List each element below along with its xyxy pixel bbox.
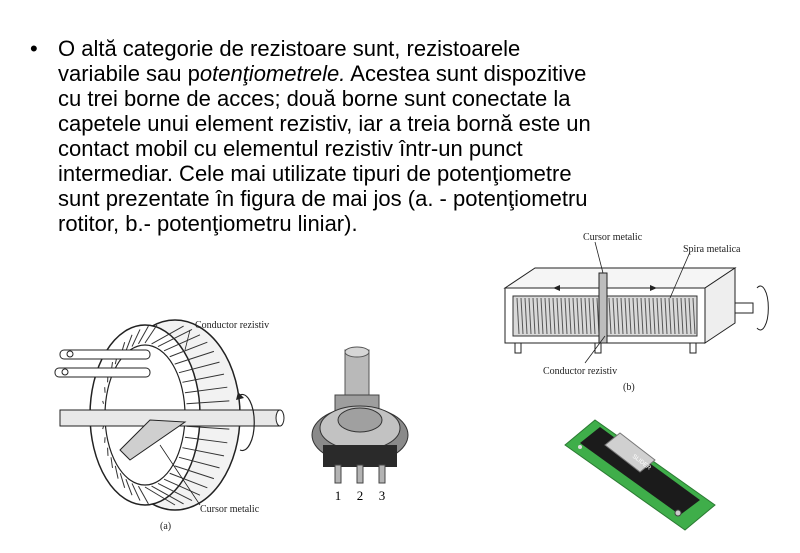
paragraph-segment: variabile sau p bbox=[58, 61, 200, 86]
paragraph-line bbox=[58, 36, 770, 61]
paragraph-segment: otenţiometrele. bbox=[199, 61, 346, 86]
paragraph-line bbox=[58, 161, 770, 186]
figure-b-label-spira: Spira metalica bbox=[683, 244, 741, 255]
paragraph-line bbox=[58, 136, 770, 161]
paragraph-segment: sunt prezentate în figura de mai jos (a. - potenţiometru bbox=[58, 186, 588, 211]
bullet-marker: • bbox=[30, 36, 38, 61]
pin-label-3: 3 bbox=[378, 488, 386, 503]
figure-a-label-conductor: Conductor rezistiv bbox=[195, 320, 270, 331]
paragraph-line bbox=[58, 186, 770, 211]
figure-b-label-conductor: Conductor rezistiv bbox=[543, 366, 618, 377]
figure-b-label-cursor: Cursor metalic bbox=[583, 232, 643, 243]
paragraph-segment: rotitor, b.- potenţiometru liniar). bbox=[58, 211, 358, 236]
paragraph-segment: Acestea sunt dispozitive bbox=[345, 61, 587, 86]
bullet-paragraph bbox=[30, 36, 770, 236]
paragraph-segment: O altă categorie de rezistoare sunt, rezistoarele bbox=[58, 36, 521, 61]
paragraph-segment: intermediar. Cele mai utilizate tipuri de potenţiometre bbox=[58, 161, 572, 186]
figure-photo-rotary-potentiometer bbox=[305, 340, 425, 505]
pin-label-2: 2 bbox=[356, 488, 364, 503]
figure-a-rotary-diagram bbox=[50, 310, 300, 535]
paragraph-line bbox=[58, 61, 770, 86]
paragraph-line bbox=[58, 86, 770, 111]
figure-b-linear-diagram bbox=[495, 228, 775, 398]
paragraph-text bbox=[58, 36, 770, 236]
pin-label-1: 1 bbox=[334, 488, 342, 503]
figure-a-label-cursor: Cursor metalic bbox=[200, 504, 260, 515]
figure-photo-slider-potentiometer bbox=[560, 405, 720, 545]
paragraph-segment: contact mobil cu elementul rezistiv într-un punct bbox=[58, 136, 523, 161]
slider-board-text: SLIDER bbox=[630, 453, 652, 472]
paragraph-line bbox=[58, 111, 770, 136]
paragraph-segment: cu trei borne de acces; două borne sunt conectate la bbox=[58, 86, 571, 111]
figure-b-caption: (b) bbox=[623, 382, 635, 393]
figure-a-caption: (a) bbox=[160, 521, 172, 532]
paragraph-segment: capetele unui element rezistiv, iar a treia bornă este un bbox=[58, 111, 591, 136]
